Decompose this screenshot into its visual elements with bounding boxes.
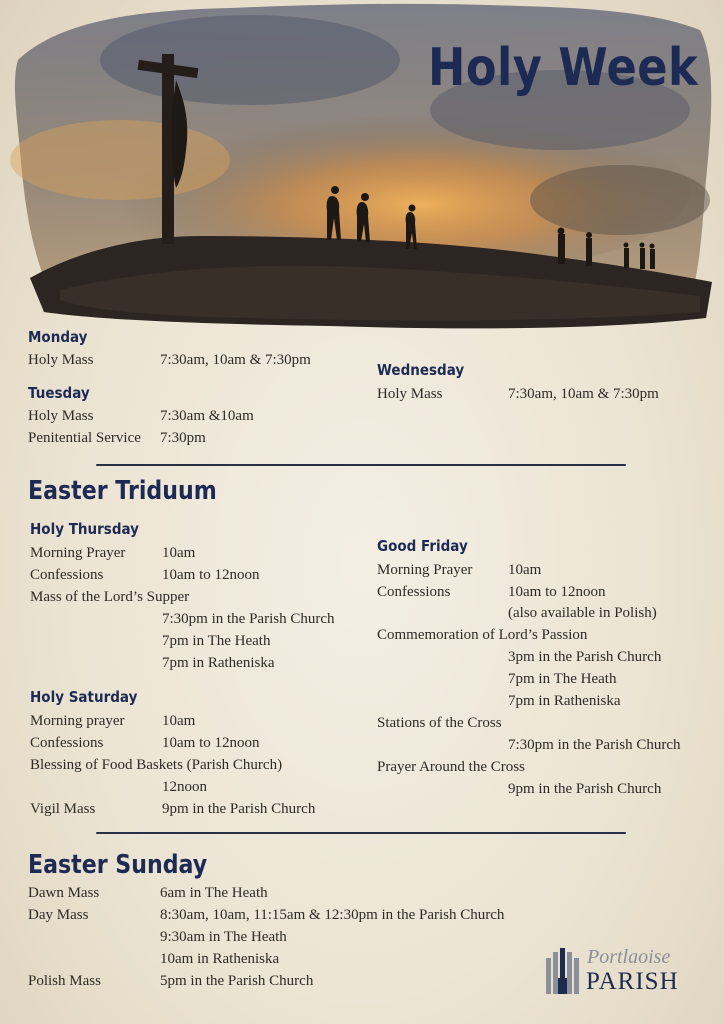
wednesday-heading: Wednesday <box>377 361 465 379</box>
sunday-dawn-time: 6am in The Heath <box>160 885 268 901</box>
sunday-dawn-label: Dawn Mass <box>28 885 100 901</box>
saturday-blessing-time: 12noon <box>162 779 207 795</box>
saturday-heading: Holy Saturday <box>30 688 138 706</box>
thursday-heading: Holy Thursday <box>30 520 139 538</box>
thursday-morning-prayer-time: 10am <box>162 545 196 561</box>
monday-heading: Monday <box>28 328 88 346</box>
wednesday-row-time: 7:30am, 10am & 7:30pm <box>508 386 659 402</box>
thursday-mass-label: Mass of the Lord’s Supper <box>30 589 190 605</box>
thursday-mass-time: 7:30pm in the Parish Church <box>162 611 335 627</box>
friday-confessions-label: Confessions <box>377 584 451 600</box>
friday-morning-prayer-label: Morning Prayer <box>377 562 473 578</box>
friday-morning-prayer-time: 10am <box>508 562 542 578</box>
thursday-confessions-label: Confessions <box>30 567 104 583</box>
church-pipes-icon <box>544 948 580 996</box>
sunday-day-label: Day Mass <box>28 907 89 923</box>
monday-row-time: 7:30am, 10am & 7:30pm <box>160 352 311 368</box>
triduum-heading: Easter Triduum <box>28 476 217 506</box>
friday-stations-label: Stations of the Cross <box>377 715 502 731</box>
saturday-confessions-label: Confessions <box>30 735 104 751</box>
friday-heading: Good Friday <box>377 537 468 555</box>
thursday-confessions-time: 10am to 12noon <box>162 567 260 583</box>
page-title: Holy Week <box>428 38 699 98</box>
sunday-day-time: 10am in Ratheniska <box>160 951 280 967</box>
tuesday-row-label: Penitential Service <box>28 430 141 446</box>
thursday-morning-prayer-label: Morning Prayer <box>30 545 126 561</box>
friday-commemoration-label: Commemoration of Lord’s Passion <box>377 627 588 643</box>
tuesday-row-time: 7:30am &10am <box>160 408 254 424</box>
wednesday-row-label: Holy Mass <box>377 386 443 402</box>
friday-prayer-cross-label: Prayer Around the Cross <box>377 759 525 775</box>
sunday-day-time: 8:30am, 10am, 11:15am & 12:30pm in the Parish Church <box>160 907 505 923</box>
thursday-mass-time: 7pm in Ratheniska <box>162 655 275 671</box>
saturday-morning-prayer-label: Morning prayer <box>30 713 125 729</box>
logo-line2: PARISH <box>586 968 679 995</box>
thursday-mass-time: 7pm in The Heath <box>162 633 271 649</box>
sunday-heading: Easter Sunday <box>28 850 208 880</box>
friday-confessions-note: (also available in Polish) <box>508 605 657 621</box>
friday-prayer-cross-time: 9pm in the Parish Church <box>508 781 662 797</box>
saturday-vigil-time: 9pm in the Parish Church <box>162 801 316 817</box>
friday-commemoration-time: 3pm in the Parish Church <box>508 649 662 665</box>
saturday-confessions-time: 10am to 12noon <box>162 735 260 751</box>
sunday-polish-label: Polish Mass <box>28 973 101 989</box>
tuesday-row-time: 7:30pm <box>160 430 206 446</box>
tuesday-heading: Tuesday <box>28 384 90 402</box>
friday-commemoration-time: 7pm in Ratheniska <box>508 693 621 709</box>
parish-logo <box>544 946 704 996</box>
friday-confessions-time: 10am to 12noon <box>508 584 606 600</box>
divider <box>96 464 626 466</box>
logo-line1: Portlaoise <box>587 946 671 968</box>
saturday-vigil-label: Vigil Mass <box>30 801 96 817</box>
tuesday-row-label: Holy Mass <box>28 408 94 424</box>
divider <box>96 832 626 834</box>
friday-stations-time: 7:30pm in the Parish Church <box>508 737 681 753</box>
saturday-morning-prayer-time: 10am <box>162 713 196 729</box>
monday-row-label: Holy Mass <box>28 352 94 368</box>
friday-commemoration-time: 7pm in The Heath <box>508 671 617 687</box>
saturday-blessing-label: Blessing of Food Baskets (Parish Church) <box>30 757 283 773</box>
sunday-day-time: 9:30am in The Heath <box>160 929 287 945</box>
sunday-polish-time: 5pm in the Parish Church <box>160 973 314 989</box>
